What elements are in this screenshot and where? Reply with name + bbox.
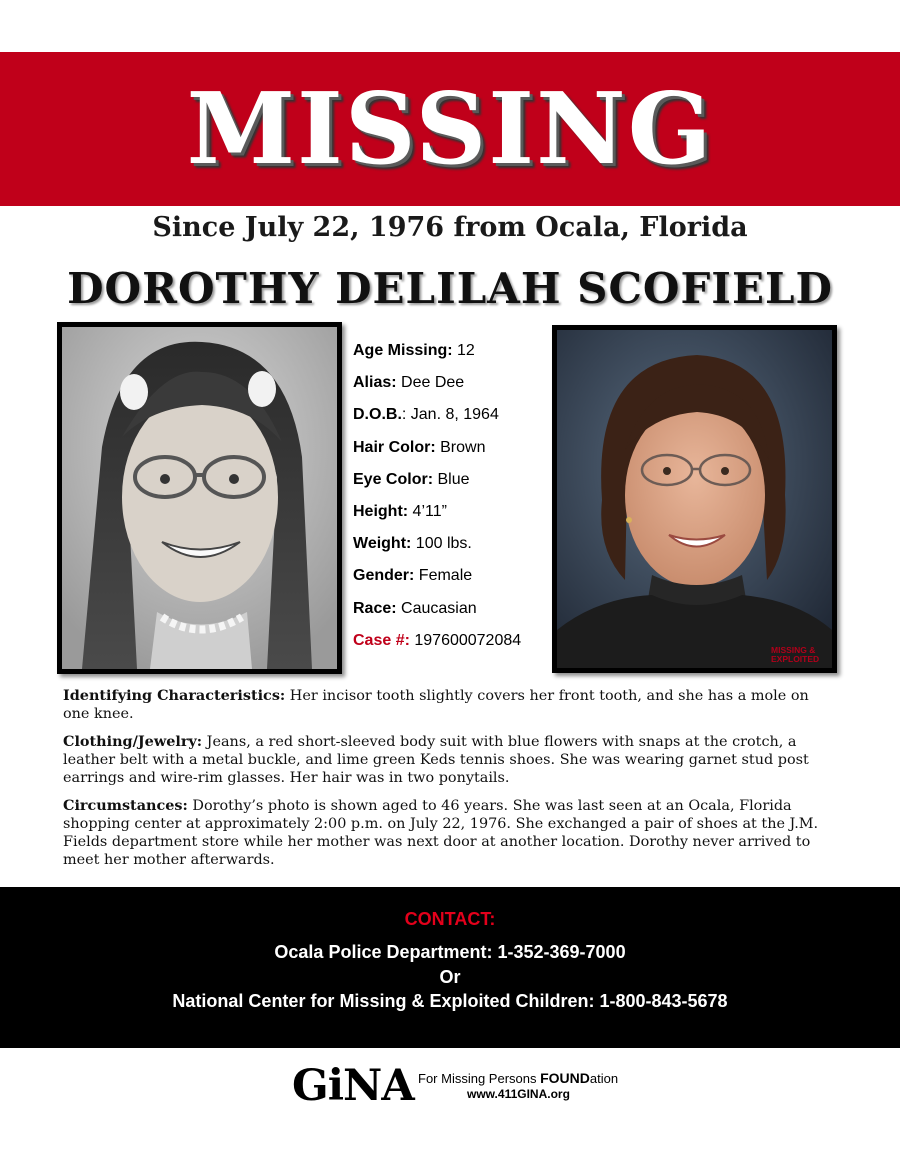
childhood-photo <box>57 322 342 674</box>
fact-value: Brown <box>435 438 486 456</box>
contact-panel <box>0 887 900 1048</box>
fact-label: Age Missing: <box>353 342 453 359</box>
tagline-emphasis: FOUND <box>540 1070 590 1086</box>
fact-label: Case #: <box>353 631 410 649</box>
fact-race <box>353 598 553 630</box>
fact-value: 12 <box>452 342 475 359</box>
clothing-text: Jeans, a red short-sleeved body suit with blue flowers with snaps at the crotch, a leather belt with a metal buckle, and lime green Keds tennis shoes. She was wearing garnet stud post earrings and wire-rim glasses. Her hair was in two ponytails. <box>63 734 809 786</box>
watermark-line2: EXPLOITED <box>771 654 820 664</box>
fact-value: 100 lbs. <box>411 535 472 553</box>
fact-value: Blue <box>433 470 470 488</box>
contact-or: Or <box>439 967 461 987</box>
fact-value: 4’11” <box>408 502 447 520</box>
contact-ncmec: National Center for Missing & Exploited Children: 1-800-843-5678 <box>172 991 728 1011</box>
contact-heading: CONTACT: <box>404 909 496 929</box>
fact-dob <box>353 404 553 436</box>
fact-label: Alias: <box>353 374 397 392</box>
circumstances-label: Circumstances: <box>63 797 188 814</box>
fact-label: Race: <box>353 599 397 617</box>
person-facts <box>353 340 553 662</box>
fact-weight <box>353 533 553 565</box>
watermark-line1: MISSING & <box>771 645 816 655</box>
circumstances <box>63 797 833 869</box>
fact-age-missing <box>353 340 553 372</box>
gina-logo-mark: GiNA <box>292 1061 414 1111</box>
fact-hair-color <box>353 437 553 469</box>
tagline-suffix: ation <box>589 1071 619 1086</box>
fact-case-number <box>353 630 553 662</box>
fact-label: Hair Color: <box>353 438 436 456</box>
gina-tagline <box>418 1070 618 1086</box>
fact-alias <box>353 372 553 404</box>
missing-title: MISSING <box>186 71 714 187</box>
person-name: DOROTHY DELILAH SCOFIELD <box>67 264 833 313</box>
identifying-text: Her incisor tooth slightly covers her front tooth, and she has a mole on one knee. <box>63 688 809 722</box>
fact-gender <box>353 565 553 597</box>
fact-label: Gender: <box>353 567 415 585</box>
circumstances-text: Dorothy’s photo is shown aged to 46 years. She was last seen at an Ocala, Florida shopping center at approximately 2:00 p.m. on July 22, 1976. She exchanged a pair of shoes at the J.M. Fields department store while her mother was next door at another location. Dorothy never arrived to meet her mother afterwards. <box>63 798 819 868</box>
fact-label: Height: <box>353 502 409 520</box>
fact-label: D.O.B. <box>353 406 402 424</box>
age-progression-photo <box>552 325 837 673</box>
fact-height <box>353 501 553 533</box>
clothing-label: Clothing/Jewelry: <box>63 733 203 750</box>
fact-eye-color <box>353 469 553 501</box>
fact-label: Weight: <box>353 535 412 553</box>
identifying-label: Identifying Characteristics: <box>63 687 286 704</box>
identifying-characteristics <box>63 687 833 723</box>
missing-banner <box>0 52 900 206</box>
fact-value: Female <box>414 567 473 585</box>
clothing-jewelry <box>63 733 833 787</box>
fact-value: Caucasian <box>396 599 477 617</box>
fact-value: Dee Dee <box>396 374 465 392</box>
tagline-prefix: For Missing Persons <box>418 1071 541 1086</box>
missing-since-line: Since July 22, 1976 from Ocala, Florida <box>152 212 748 243</box>
contact-police: Ocala Police Department: 1-352-369-7000 <box>274 942 626 962</box>
gina-website: www.411GINA.org <box>467 1087 570 1101</box>
fact-value: : Jan. 8, 1964 <box>401 406 499 424</box>
fact-value: 197600072084 <box>409 631 522 649</box>
fact-label: Eye Color: <box>353 470 434 488</box>
